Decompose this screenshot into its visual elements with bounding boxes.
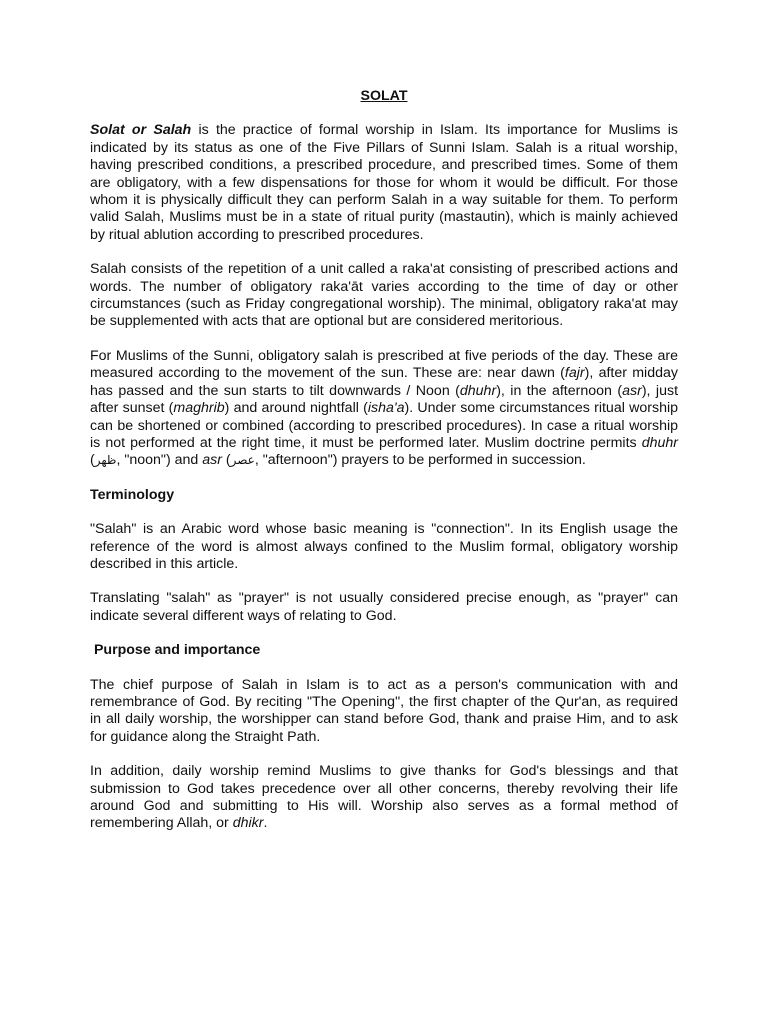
- text-span: , "afternoon") prayers to be performed in succession.: [254, 452, 586, 469]
- purpose-paragraph-2: [90, 763, 678, 833]
- text-span: ), after midday has passed and the sun starts to tilt downwards / Noon (: [90, 365, 678, 399]
- purpose-heading: [90, 642, 678, 659]
- term-asr: asr: [202, 452, 222, 469]
- text-span: In addition, daily worship remind Muslims to give thanks for God's blessings and that submission to God takes precedence over all other concerns, thereby revolving their life around God and submitting to His will. Worship also serves as a formal method of remembering Allah, or: [90, 763, 678, 832]
- purpose-paragraph-1: The chief purpose of Salah in Islam is to act as a person's communication with and remembrance of God. By reciting "The Opening", the first chapter of the Qur'an, as required in all daily worship, the worshipper can stand before God, thank and praise Him, and to ask for guidance along the Straight Path.: [90, 676, 678, 745]
- terminology-paragraph-1: "Salah" is an Arabic word whose basic meaning is "connection". In its English usage the reference of the word is almost always confined to the Muslim formal, obligatory worship described in this article.: [90, 521, 678, 572]
- intro-text: is the practice of formal worship in Islam. Its importance for Muslims is indicated by its status as one of the Five Pillars of Sunni Islam. Salah is a ritual worship, having prescribed conditions, a prescribed procedure, and prescribed times. Some of them are obligatory, with a few dispensations for those for whom it would be difficult. For those whom it is physically difficult they can perform Salah in a way suitable for them. To perform valid Salah, Muslims must be in a state of ritual purity (mastautin), which is mainly achieved by ritual ablution according to prescribed procedures.: [90, 122, 679, 243]
- term-fajr: fajr: [564, 365, 585, 382]
- text-span: For Muslims of the Sunni, obligatory salah is prescribed at five periods of the day. These are measured according to the movement of the sun. These are: near dawn (: [90, 347, 678, 382]
- term-maghrib: maghrib: [173, 400, 225, 417]
- text-span: ) and around nightfall (: [224, 400, 368, 417]
- term-dhuhr: dhuhr: [641, 434, 678, 451]
- prayer-times-paragraph: [90, 348, 678, 470]
- term-dhuhr: dhuhr: [459, 382, 497, 399]
- arabic-asr: عصر: [230, 453, 255, 468]
- text-span: (: [221, 452, 231, 469]
- term-isha: isha'a: [367, 400, 405, 417]
- terminology-paragraph-2: Translating "salah" as "prayer" is not usually considered precise enough, as "prayer" can indicate several different ways of relating to God.: [90, 590, 678, 624]
- page-title: SOLAT: [360, 88, 408, 104]
- rakaat-paragraph: Salah consists of the repetition of a unit called a raka'at consisting of prescribed actions and words. The number of obligatory raka'āt varies according to the time of day or other circumstances (such as Friday congregational worship). The minimal, obligatory raka'at may be supplemented with acts that are optional but are considered meritorious.: [90, 261, 678, 330]
- purpose-heading-text: Purpose and importance: [93, 642, 261, 659]
- text-span: (: [90, 452, 95, 469]
- text-span: ), in the afternoon (: [496, 382, 623, 399]
- text-span: , "noon") and: [116, 452, 203, 469]
- term-asr: asr: [622, 382, 642, 399]
- terminology-heading: Terminology: [90, 486, 175, 503]
- text-span: .: [263, 815, 268, 832]
- arabic-dhuhr: ظهر: [94, 453, 117, 468]
- document-page: [90, 88, 678, 850]
- text-span: ). Under some circumstances ritual worship can be shortened or combined (according to prescribed procedures). In case a ritual worship is not performed at the right time, it must be performed later. Muslim doctrine permits: [90, 400, 678, 451]
- term-dhikr: dhikr: [232, 815, 264, 832]
- text-span: ), just after sunset (: [90, 382, 679, 417]
- intro-paragraph: [90, 122, 678, 244]
- intro-lead: Solat or Salah: [90, 122, 192, 139]
